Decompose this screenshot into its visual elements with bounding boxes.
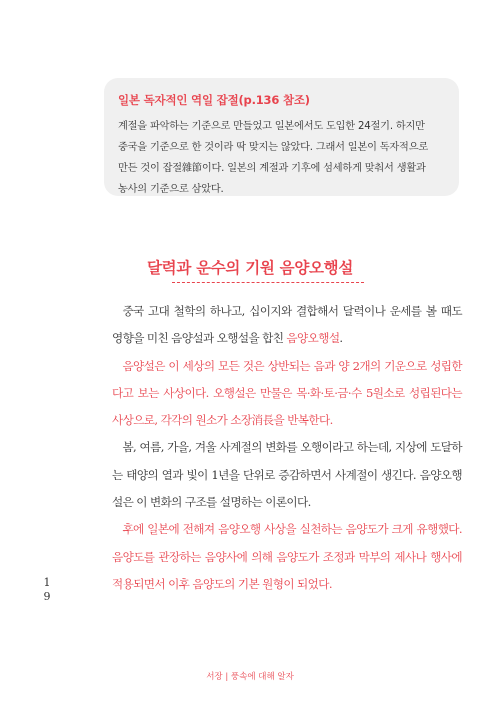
body-paragraph <box>112 298 462 353</box>
note-body <box>118 116 443 200</box>
page-number <box>40 576 54 604</box>
body-paragraph: 봄, 여름, 가을, 겨울 사계절의 변화를 오행이라고 하는데, 지상에 도달하는 태양의 열과 빛이 1년을 단위로 증감하면서 사계절이 생긴다. 음양오행설은 이 변화의 구조를 설명하는 이론이다. <box>112 440 462 510</box>
note-title: 일본 독자적인 역일 잡절(p.136 참조) <box>118 93 310 107</box>
note-line: 중국을 기준으로 한 것이라 딱 맞지는 않았다. 그래서 일본이 독자적으로 <box>118 142 428 153</box>
note-line: 농사의 기준으로 삼았다. <box>118 184 224 195</box>
highlighted-term: 음양오행설 <box>286 331 340 346</box>
page-number-digit: 9 <box>43 590 51 603</box>
note-line: 만든 것이 잡절雜節이다. 일본의 계절과 기후에 섬세하게 맞춰서 생활과 <box>118 163 426 174</box>
section-title: 달력과 운수의 기원 음양오행설 <box>146 259 354 277</box>
body-text <box>112 298 462 598</box>
heading-underline-rule <box>172 282 364 283</box>
info-note-box <box>104 78 459 196</box>
note-line: 계절을 파악하는 기준으로 만들었고 일본에서도 도입한 24절기. 하지만 <box>118 121 425 132</box>
paragraph-text: 중국 고대 철학의 하나고, 십이지와 결합해서 달력이나 운세를 볼 때도 영향을 미친 음양설과 오행설을 합친 <box>112 304 462 346</box>
body-paragraph-highlighted: 후에 일본에 전해져 음양오행 사상을 실천하는 음양도가 크게 유행했다. 음양도를 관장하는 음양사에 의해 음양도가 조정과 막부의 제사나 행사에 적용되면서 이후 음양도의 기본 원형이 되었다. <box>112 522 462 591</box>
page-number-digit: 1 <box>43 576 51 589</box>
paragraph-end: . <box>339 331 343 346</box>
body-paragraph-highlighted: 음양설은 이 세상의 모든 것은 상반되는 음과 양 2개의 기운으로 성립한다고 보는 사상이다. 오행설은 만물은 목·화·토·금·수 5원소로 성립된다는 사상으로, 각각의 원소가 소장消長을 반복한다. <box>112 358 462 428</box>
section-heading <box>0 256 500 278</box>
running-footer: 서장 | 풍속에 대해 알자 <box>206 672 294 682</box>
